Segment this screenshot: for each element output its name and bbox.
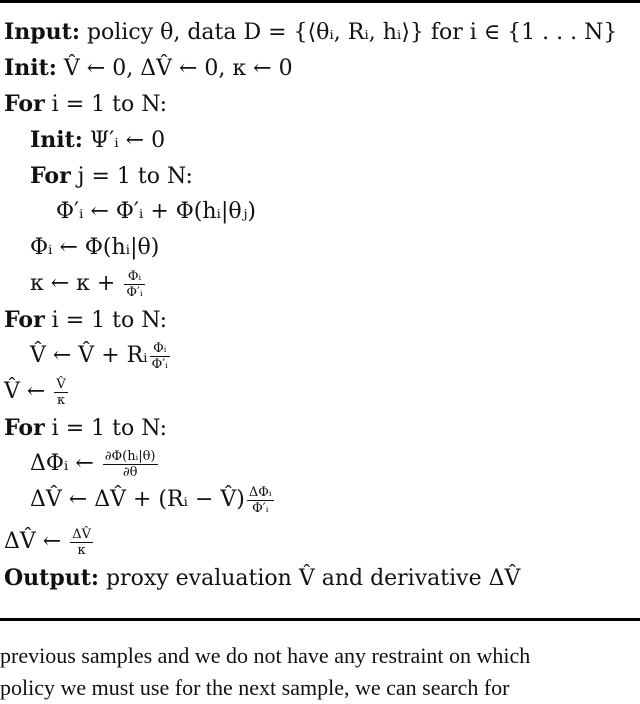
keyword: For [4,307,45,333]
body-text-line-1: previous samples and we do not have any restraint on which [0,643,531,668]
algo-line-for-i-1 [4,86,167,122]
algo-line-init-psi [30,122,165,158]
algo-line-kappa-update [30,266,147,302]
line-text: Φᵢ ← Φ(hᵢ|θ) [30,235,160,260]
line-text: policy θ, data D = {⟨θᵢ, Rᵢ, hᵢ⟩} for i ∈ {1 . . . N} [79,20,618,45]
line-text: Ψ′ᵢ ← 0 [82,128,166,153]
fraction-denominator: Φ′ᵢ [151,356,168,372]
fraction-numerator: Φᵢ [124,269,144,285]
fraction-numerator: Φᵢ [150,341,170,357]
fraction [247,485,274,516]
line-text: i = 1 to N: [44,92,168,117]
algo-line-init [4,50,293,86]
fraction-denominator: Φ′ᵢ [126,284,143,300]
algo-line-phi-assign [30,230,159,266]
line-text: κ ← κ + [30,271,123,296]
fraction-numerator: ΔV̂ [72,526,91,542]
algo-line-output [4,560,520,596]
keyword: Output: [4,565,99,591]
fraction-numerator: ∂Φ(hᵢ|θ) [104,448,156,464]
fraction [54,377,67,408]
line-text: i = 1 to N: [44,416,168,441]
body-text-line-2: policy we must use for the next sample, we can search for [0,675,510,700]
top-rule [0,0,640,3]
algo-line-for-i-2 [4,302,167,338]
algo-line-delta-v-update [30,482,276,518]
algo-line-input [4,14,617,50]
line-text: ΔΦᵢ ← [30,451,101,476]
line-text: V̂ ← [4,379,53,404]
line-text: V̂ ← 0, ΔV̂ ← 0, κ ← 0 [56,56,293,81]
line-text: proxy evaluation V̂ and derivative ΔV̂ [98,566,521,591]
line-text: ΔV̂ ← [4,529,69,554]
line-text: i = 1 to N: [44,308,168,333]
keyword: Input: [4,19,80,45]
fraction-numerator: ΔΦᵢ [248,484,272,500]
fraction-numerator: V̂ [56,376,66,392]
keyword: For [30,163,71,189]
line-text: Φ′ᵢ ← Φ′ᵢ + Φ(hᵢ|θⱼ) [56,199,257,224]
fraction-denominator: κ [56,392,66,408]
fraction-denominator: κ [77,542,86,558]
fraction-denominator: Φ′ᵢ [252,500,269,516]
algo-line-delta-phi [30,446,160,482]
bottom-rule [0,618,640,621]
algo-line-for-i-3 [4,410,167,446]
fraction [103,449,158,480]
keyword: For [4,415,45,441]
fraction [150,341,170,372]
fraction-denominator: ∂θ [122,464,138,480]
line-text: ΔV̂ ← ΔV̂ + (Rᵢ − V̂) [30,487,245,512]
fraction [124,269,144,300]
keyword: Init: [4,55,57,81]
algo-line-for-j [30,158,193,194]
fraction [70,527,93,558]
algo-line-v-normalize [4,374,70,410]
algo-line-delta-v-normalize [4,524,95,560]
algo-line-v-update [30,338,172,374]
line-text: V̂ ← V̂ + Rᵢ [30,343,148,368]
algo-line-phi-prime-update [56,194,256,230]
keyword: Init: [30,127,83,153]
line-text: j = 1 to N: [70,164,193,189]
keyword: For [4,91,45,117]
